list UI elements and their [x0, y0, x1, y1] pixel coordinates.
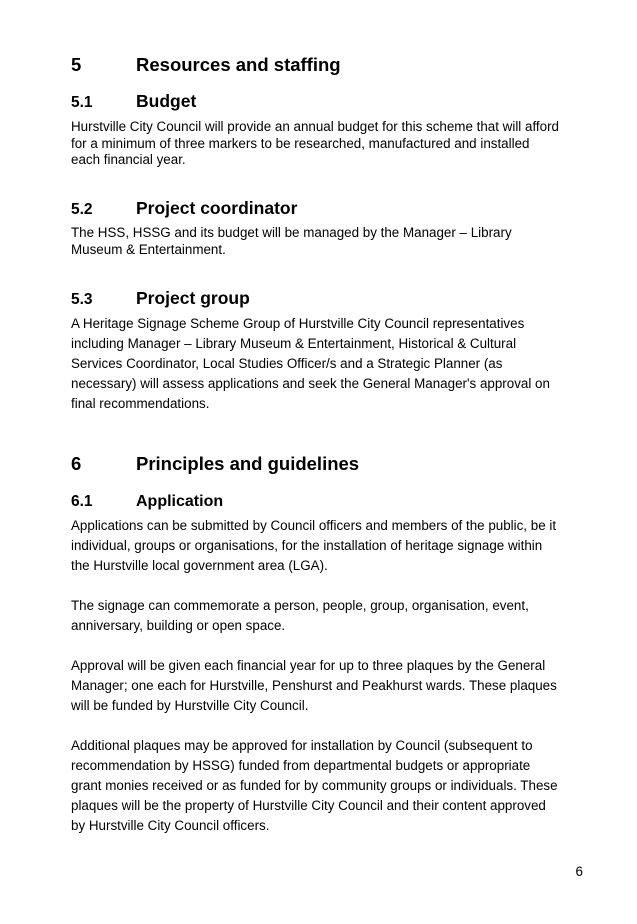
- section-6-heading: [71, 453, 359, 475]
- section-5-3-heading: [71, 287, 250, 311]
- subsection-title: Budget: [136, 91, 197, 111]
- budget-paragraph: Hurstville City Council will provide an annual budget for this scheme that will afford for a minimum of three markers to be researched, manufactured and installed each financial year.: [71, 119, 559, 167]
- section-5-2-heading: [71, 197, 297, 221]
- section-title: Principles and guidelines: [136, 453, 360, 474]
- section-number: 6: [71, 453, 82, 474]
- section-6-1-heading: [71, 492, 223, 512]
- subsection-number: 5.1: [71, 94, 93, 111]
- page-number: 6: [575, 864, 583, 879]
- subsection-number: 5.3: [71, 291, 93, 308]
- project-coordinator-paragraph: The HSS, HSSG and its budget will be managed by the Manager – Library Museum & Entertainment.: [71, 225, 512, 257]
- section-title: Resources and staffing: [136, 54, 341, 75]
- section-number: 5: [71, 54, 82, 75]
- section-5-1-heading: [71, 90, 196, 114]
- application-paragraph-2: The signage can commemorate a person, people, group, organisation, event, anniversary, building or open space.: [71, 598, 529, 633]
- application-paragraph-1: Applications can be submitted by Council officers and members of the public, be it individual, groups or organisations, for the installation of heritage signage within the Hurstville local government area (LGA).: [71, 518, 557, 573]
- subsection-number: 6.1: [71, 493, 93, 510]
- subsection-title: Application: [136, 493, 224, 510]
- application-paragraph-4: Additional plaques may be approved for installation by Council (subsequent to recommendation by HSSG) funded from departmental budgets or appropriate grant monies received or as funded for by community groups or individuals. These plaques will be the property of Hurstville City Council and their content approved by Hurstville City Council officers.: [71, 738, 558, 833]
- section-5-heading: [71, 54, 341, 76]
- subsection-title: Project coordinator: [136, 198, 298, 218]
- subsection-number: 5.2: [71, 201, 93, 218]
- application-paragraph-3: Approval will be given each financial year for up to three plaques by the General Manager; one each for Hurstville, Penshurst and Peakhurst wards. These plaques will be funded by Hurstville City Council.: [71, 658, 557, 713]
- subsection-title: Project group: [136, 288, 250, 308]
- project-group-paragraph: A Heritage Signage Scheme Group of Hurstville City Council representatives including Manager – Library Museum & Entertainment, Historical & Cultural Services Coordinator, Local Studies Officer/s and a Strategic Planner (as necessary) will assess applications and seek the General Manager's approval on final recommendations.: [71, 316, 550, 411]
